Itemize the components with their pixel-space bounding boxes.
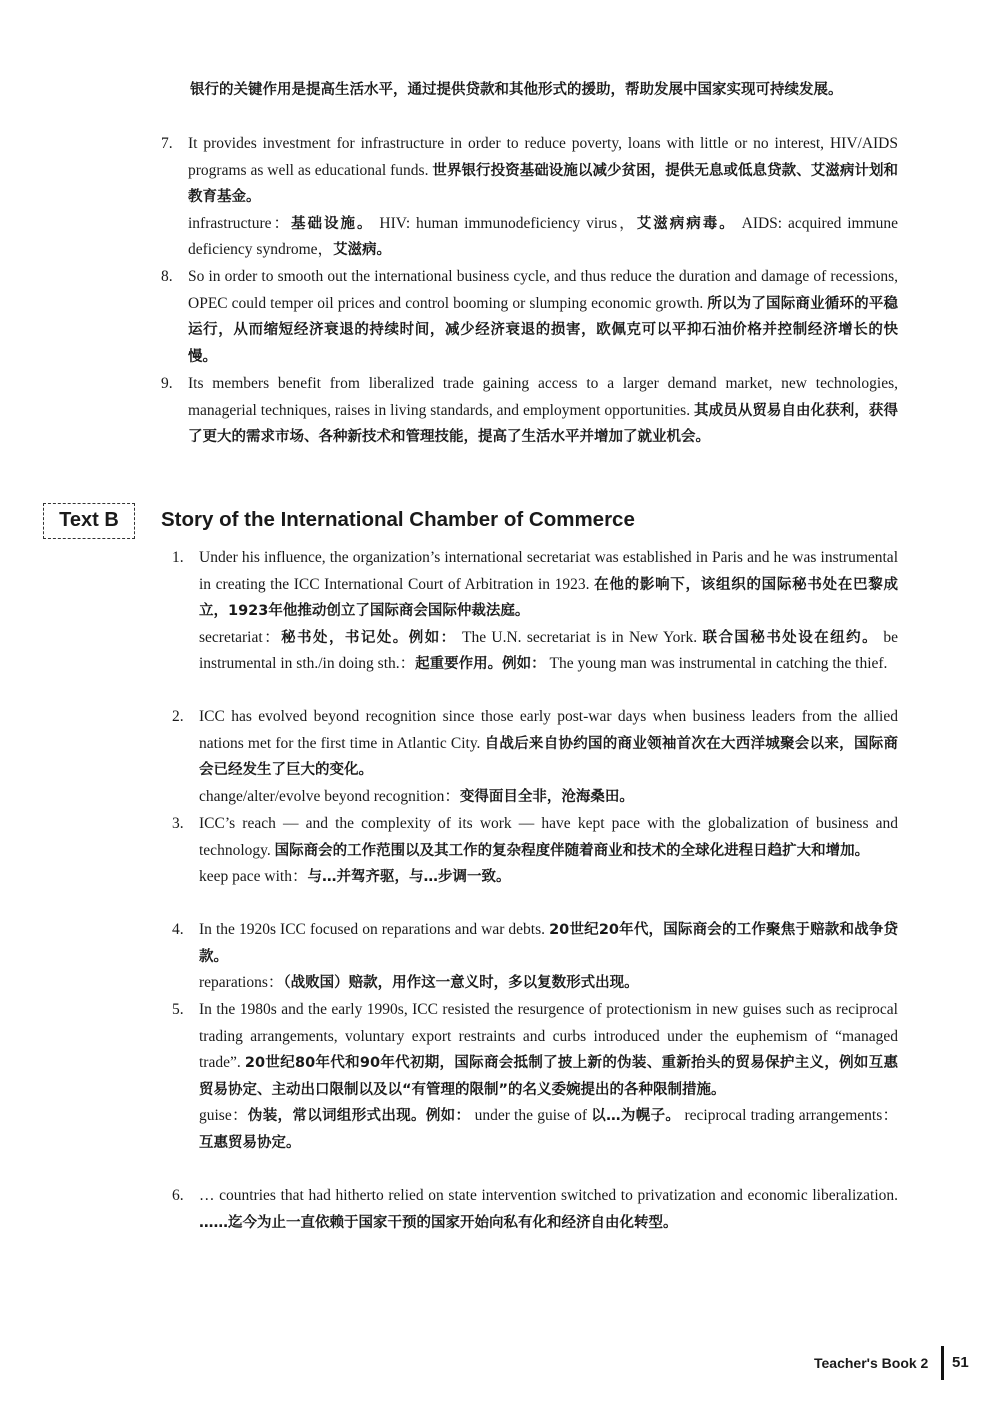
item-english: It provides investment for infrastructure in order to reduce poverty, loans with little or no interest, HIV/AIDS programs as well as educational funds. xyxy=(188,135,898,179)
item-note xyxy=(199,784,898,811)
footer-book-label: Teacher's Book 2 xyxy=(814,1355,929,1371)
item-chinese: 20世纪20年代，国际商会的工作聚焦于赔款和战争贷款。 xyxy=(199,922,898,965)
item-english: In the 1920s ICC focused on reparations and war debts. xyxy=(199,921,546,938)
item-note xyxy=(199,864,898,891)
item-number: 6. xyxy=(172,1187,184,1204)
note-term: infrastructure： xyxy=(188,214,291,232)
list-item xyxy=(199,704,898,810)
item-note xyxy=(188,211,898,264)
note-example: The young man was instrumental in catching the thief. xyxy=(549,655,888,672)
item-number: 4. xyxy=(172,921,184,938)
item-number: 5. xyxy=(172,1001,184,1018)
list-item xyxy=(188,131,898,264)
note-example: under the guise of xyxy=(474,1107,588,1124)
note-term: AIDS: acquired immune deficiency syndrome， xyxy=(188,214,899,258)
intro-paragraph xyxy=(190,77,898,104)
note-term: be instrumental in sth./in doing sth.： xyxy=(199,628,899,672)
item-number: 7. xyxy=(161,135,173,152)
item-chinese: 自战后来自协约国的商业领袖首次在大西洋城聚会以来，国际商会已经发生了巨大的变化。 xyxy=(199,735,898,778)
list-item xyxy=(199,1183,898,1236)
intro-zh: 银行的关键作用是提高生活水平，通过提供贷款和其他形式的援助，帮助发展中国家实现可持续发展。 xyxy=(190,82,843,98)
note-gloss: 起重要作用。例如： xyxy=(415,656,546,672)
note-gloss: 联合国秘书处设在纽约。 xyxy=(702,629,879,646)
item-english: … countries that had hitherto relied on state intervention switched to privatization and economic liberalization. xyxy=(199,1187,898,1204)
note-term: change/alter/evolve beyond recognition： xyxy=(199,787,460,805)
note-gloss: 互惠贸易协定。 xyxy=(199,1134,301,1151)
item-chinese: 在他的影响下，该组织的国际秘书处在巴黎成立，1923年他推动创立了国际商会国际仲裁法庭。 xyxy=(199,576,899,619)
item-english: Under his influence, the organization’s international secretariat was established in Paris and he was instrumental in creating the ICC International Court of Arbitration in 1923. xyxy=(199,549,898,593)
note-term: keep pace with： xyxy=(199,868,308,885)
note-gloss: 与…并驾齐驱，与…步调一致。 xyxy=(307,869,511,885)
note-term: guise： xyxy=(199,1107,248,1124)
footer-divider xyxy=(941,1346,944,1380)
list-item xyxy=(199,811,898,891)
list-item xyxy=(199,917,898,997)
list-item xyxy=(188,371,898,451)
item-number: 8. xyxy=(161,268,173,285)
section-title: Story of the International Chamber of Commerce xyxy=(161,508,635,531)
list-item xyxy=(188,264,898,370)
item-chinese: 20世纪80年代和90年代初期，国际商会抵制了披上新的伪装、重新抬头的贸易保护主义，例如互惠贸易协定、主动出口限制以及以“有管理的限制”的名义委婉提出的各种限制措施。 xyxy=(199,1055,899,1098)
item-english: So in order to smooth out the international business cycle, and thus reduce the duration and damage of recessions, OPEC could temper oil prices and control booming or slumping economic growth. xyxy=(188,268,898,312)
note-gloss: 变得面目全非，沧海桑田。 xyxy=(459,788,634,805)
list-item xyxy=(199,997,898,1156)
item-number: 2. xyxy=(172,708,184,725)
item-english: ICC has evolved beyond recognition since those early post-war days when business leaders from the allied nations met for the first time in Atlantic City. xyxy=(199,708,898,752)
item-chinese: 所以为了国际商业循环的平稳运行，从而缩短经济衰退的持续时间，减少经济衰退的损害，欧佩克可以平抑石油价格并控制经济增长的快慢。 xyxy=(188,295,899,365)
item-note xyxy=(199,625,898,678)
note-term: reparations： xyxy=(199,974,284,991)
item-number: 3. xyxy=(172,815,184,832)
item-chinese: 世界银行投资基础设施以减少贫困，提供无息或低息贷款、艾滋病计划和教育基金。 xyxy=(188,162,899,205)
note-gloss: 秘书处，书记处。例如： xyxy=(281,629,457,646)
note-gloss: 伪装，常以词组形式出现。例如： xyxy=(247,1108,471,1124)
note-term: HIV: human immunodeficiency virus， xyxy=(379,214,637,232)
list-item xyxy=(199,545,898,678)
item-number: 1. xyxy=(172,549,184,566)
note-gloss: 以…为幌子。 xyxy=(591,1108,681,1124)
note-example: The U.N. secretariat is in New York. xyxy=(461,628,698,646)
item-english: Its members benefit from liberalized trade gaining access to a larger demand market, new technologies, managerial techniques, raises in living standards, and employment opportunities. xyxy=(188,375,898,419)
note-gloss: 艾滋病病毒。 xyxy=(636,215,736,232)
item-note xyxy=(199,1103,898,1156)
item-chinese: 国际商会的工作范围以及其工作的复杂程度伴随着商业和技术的全球化进程日趋扩大和增加。 xyxy=(274,842,870,859)
note-gloss: （战败国）赔款，用作这一意义时，多以复数形式出现。 xyxy=(283,975,639,991)
section-label: Text B xyxy=(43,503,135,539)
item-chinese: ……迄今为止一直依赖于国家干预的国家开始向私有化和经济自由化转型。 xyxy=(199,1214,678,1231)
note-term: reciprocal trading arrangements： xyxy=(684,1107,899,1124)
item-chinese: 其成员从贸易自由化获利，获得了更大的需求市场、各种新技术和管理技能，提高了生活水平并增加了就业机会。 xyxy=(188,402,898,445)
note-gloss: 艾滋病。 xyxy=(333,242,392,258)
item-english: ICC’s reach — and the complexity of its work — have kept pace with the globalization of business and technology. xyxy=(199,815,898,859)
note-term: secretariat： xyxy=(199,628,282,646)
item-english: In the 1980s and the early 1990s, ICC resisted the resurgence of protectionism in new guises such as reciprocal trading arrangements, voluntary export restraints and curbs introduced under the euphemism of “managed trade”. xyxy=(199,1001,898,1071)
item-number: 9. xyxy=(161,375,173,392)
page-number: 51 xyxy=(952,1354,969,1371)
note-gloss: 基础设施。 xyxy=(291,215,374,232)
item-note xyxy=(199,970,898,997)
